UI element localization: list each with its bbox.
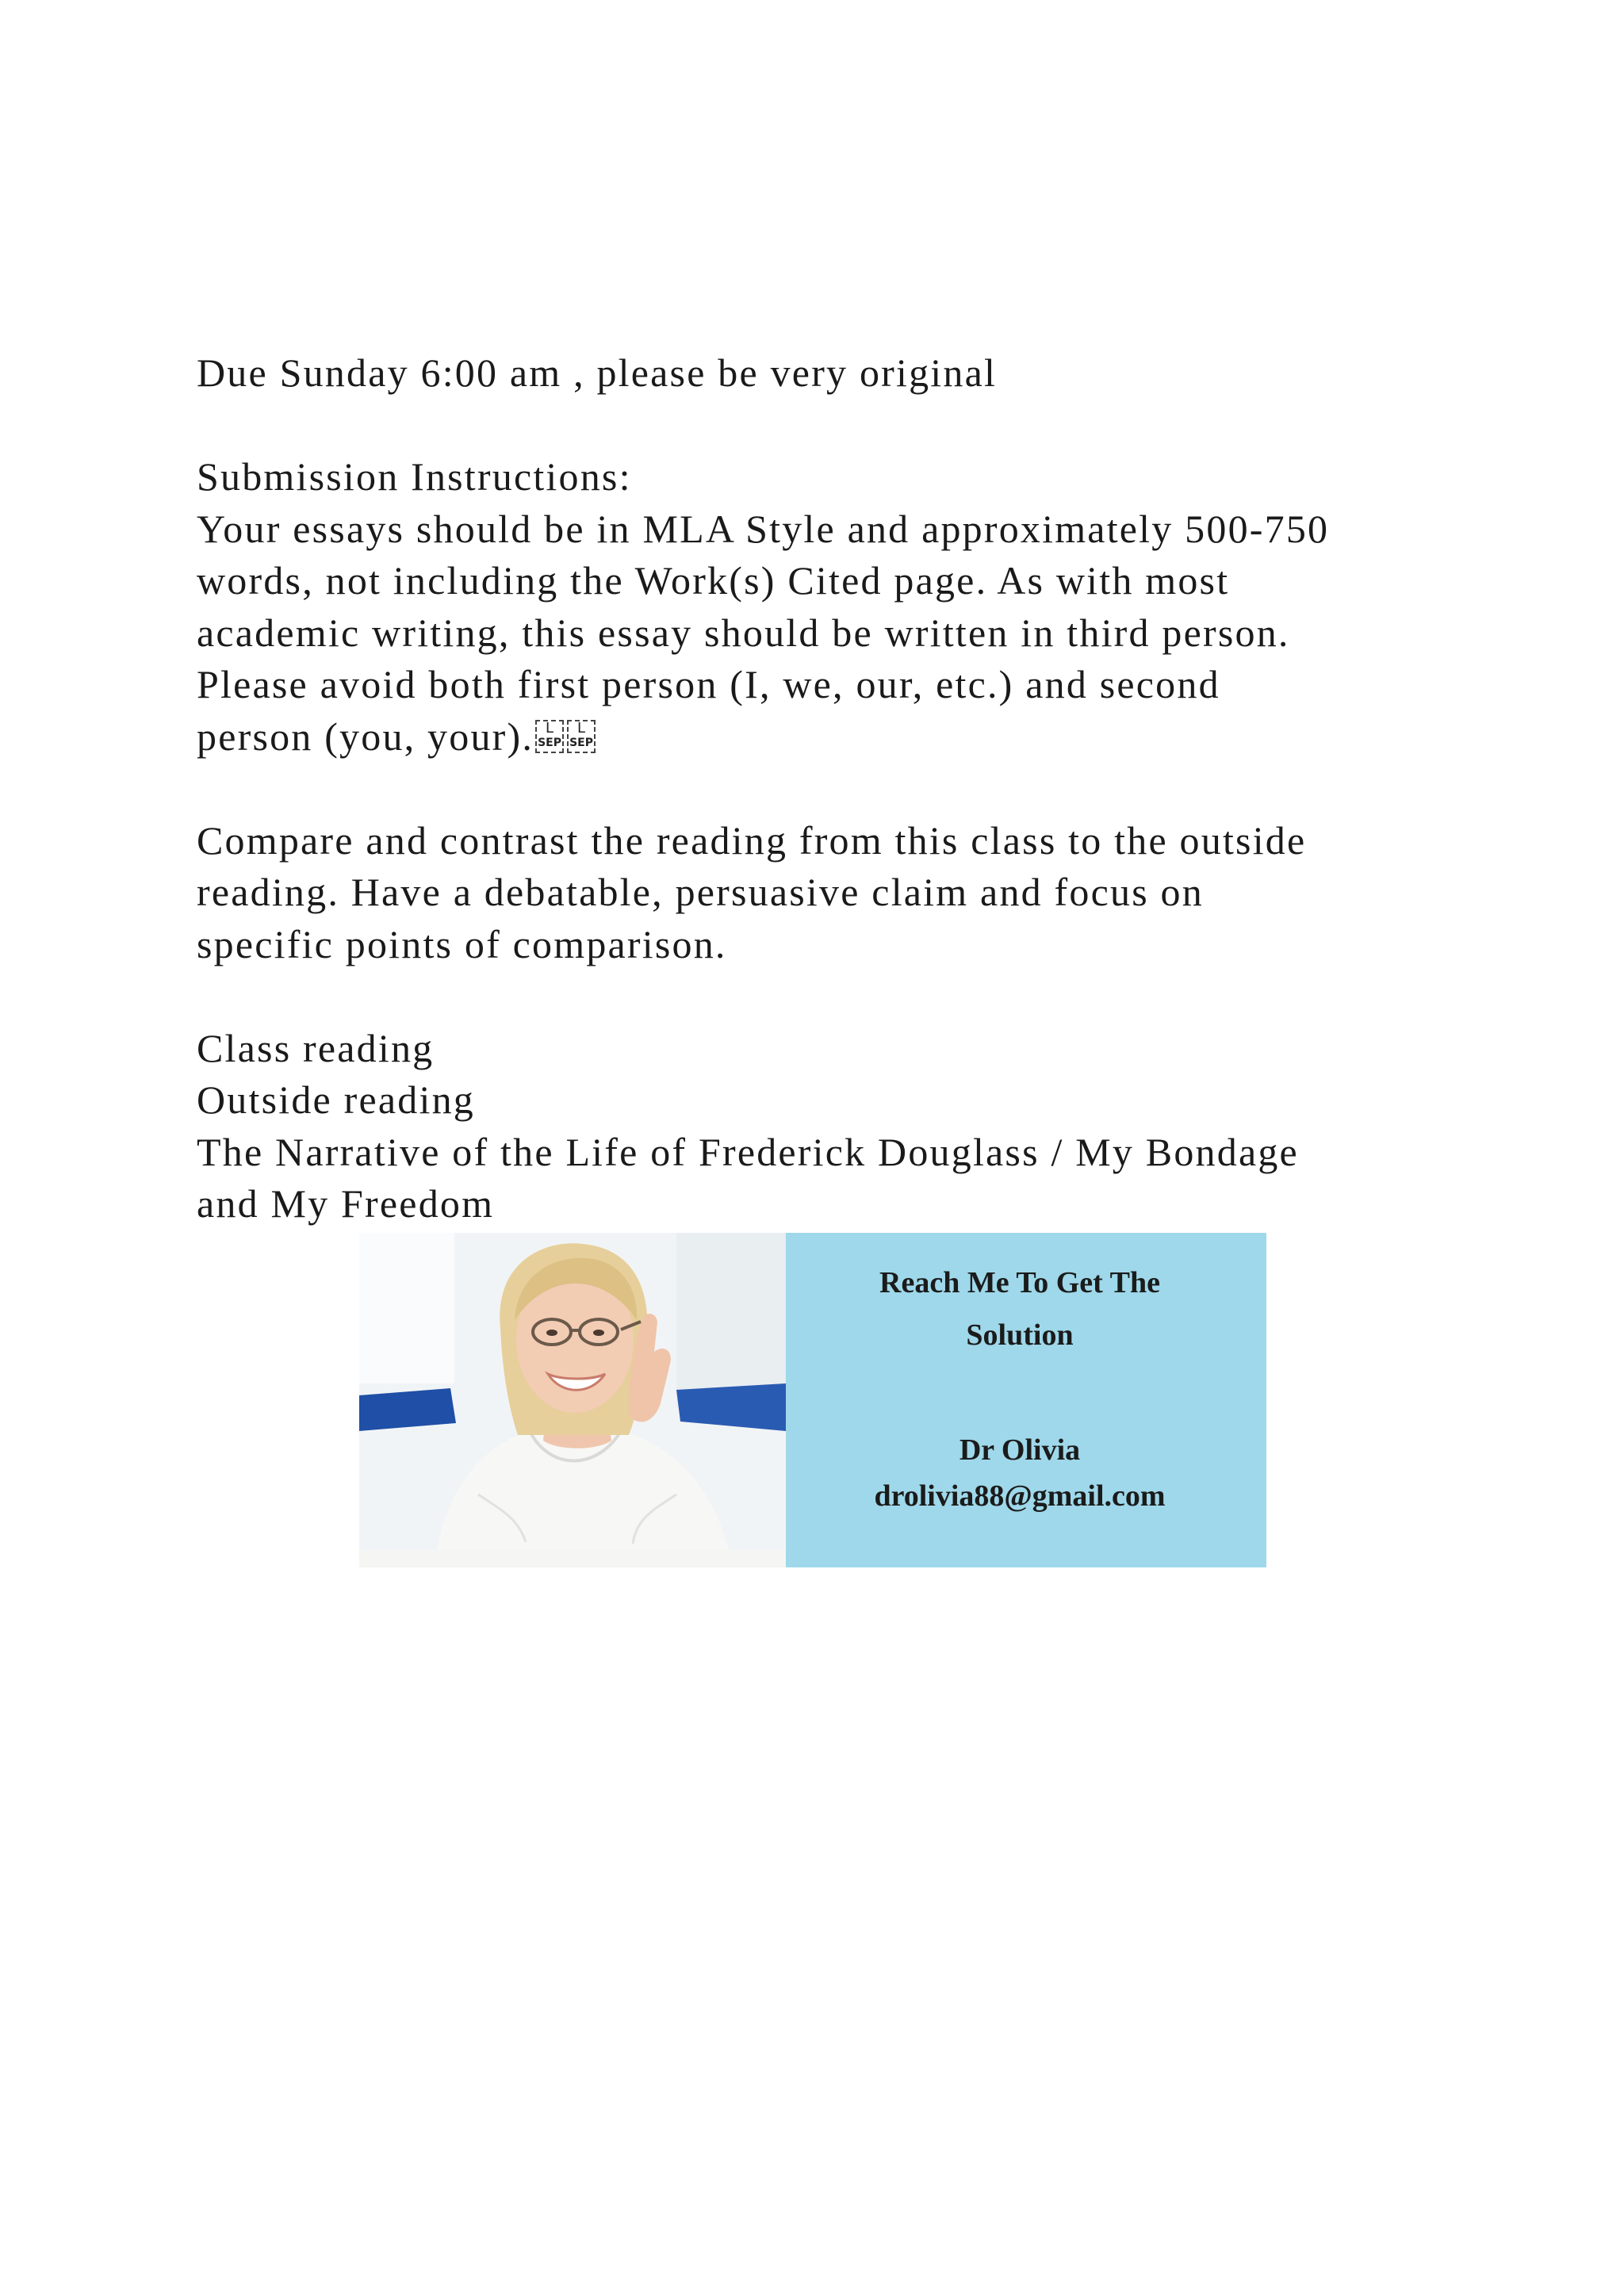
contact-banner bbox=[359, 1233, 1266, 1567]
woman-photo bbox=[359, 1233, 786, 1567]
contact-info-panel bbox=[786, 1233, 1266, 1567]
blank-line bbox=[197, 970, 1481, 1023]
banner-headline bbox=[786, 1257, 1254, 1361]
blank-line bbox=[197, 763, 1481, 815]
outside-reading-label: Outside reading bbox=[197, 1077, 475, 1122]
banner-headline-line1: Reach Me To Get The bbox=[879, 1266, 1160, 1299]
prompt-line: Compare and contrast the reading from this class to the outside bbox=[197, 817, 1307, 863]
instructions-line: Your essays should be in MLA Style and approximately 500-750 bbox=[197, 506, 1330, 551]
banner-headline-line2: Solution bbox=[966, 1318, 1074, 1352]
instructions-line: Please avoid both first person (I, we, our, etc.) and second bbox=[197, 662, 1220, 706]
instructions-line-text: person (you, your). bbox=[197, 714, 534, 759]
prompt-line: specific points of comparison. bbox=[197, 921, 727, 966]
blank-line bbox=[197, 400, 1481, 452]
assignment-text bbox=[197, 347, 1481, 1230]
instructions-line: words, not including the Work(s) Cited page. As with most bbox=[197, 558, 1230, 603]
line-separator-glyph: L SEP bbox=[567, 720, 597, 755]
submission-heading: Submission Instructions: bbox=[197, 454, 632, 499]
instructions-last-line bbox=[197, 711, 1481, 763]
reading-titles-line: and My Freedom bbox=[197, 1181, 495, 1226]
due-line: Due Sunday 6:00 am , please be very original bbox=[197, 350, 998, 395]
prompt-line: reading. Have a debatable, persuasive claim and focus on bbox=[197, 870, 1204, 914]
contact-email[interactable]: drolivia88@gmail.com bbox=[874, 1479, 1166, 1513]
class-reading-label: Class reading bbox=[197, 1025, 435, 1070]
instructions-line: academic writing, this essay should be written in third person. bbox=[197, 610, 1290, 655]
reading-titles-line: The Narrative of the Life of Frederick Douglass / My Bondage bbox=[197, 1129, 1299, 1174]
contact-name: Dr Olivia bbox=[959, 1433, 1081, 1467]
woman-photo-illustration bbox=[359, 1233, 786, 1567]
line-separator-glyph: L SEP bbox=[535, 720, 565, 755]
